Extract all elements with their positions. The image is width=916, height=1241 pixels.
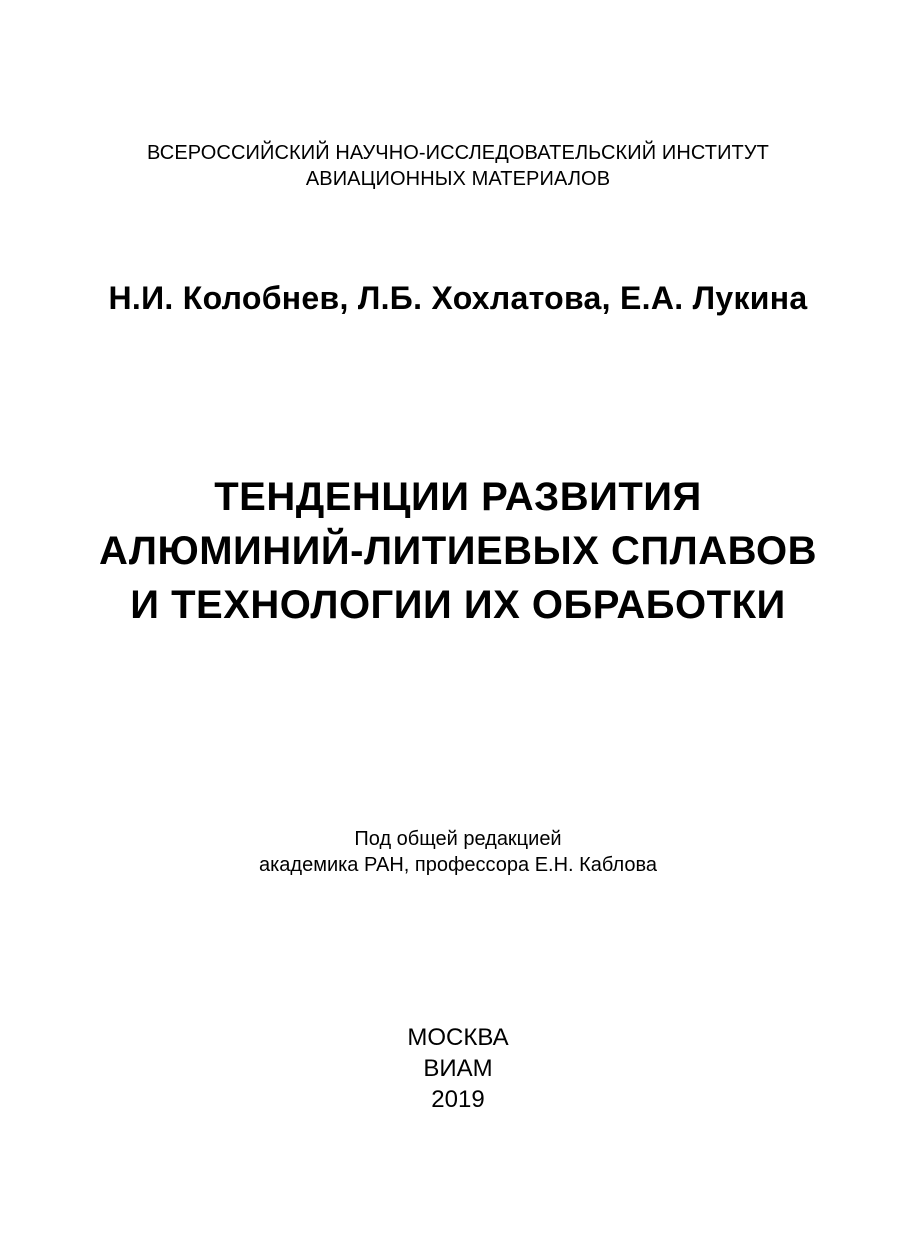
editor-line-1: Под общей редакцией (354, 828, 562, 850)
title-line-1: ТЕНДЕНЦИИ РАЗВИТИЯ (214, 475, 702, 519)
title-line-3: И ТЕХНОЛОГИИ ИХ ОБРАБОТКИ (130, 583, 786, 627)
imprint-publisher: ВИАМ (423, 1055, 493, 1082)
institute-line-1: ВСЕРОССИЙСКИЙ НАУЧНО-ИССЛЕДОВАТЕЛЬСКИЙ ИНСТИТУТ (147, 142, 769, 164)
book-title (0, 470, 916, 632)
imprint-year: 2019 (431, 1086, 485, 1113)
institute-name (0, 140, 916, 192)
title-line-2: АЛЮМИНИЙ-ЛИТИЕВЫХ СПЛАВОВ (99, 529, 817, 573)
editor-line-2: академика РАН, профессора Е.Н. Каблова (258, 854, 658, 876)
authors (0, 278, 916, 318)
institute-line-2: АВИАЦИОННЫХ МАТЕРИАЛОВ (305, 168, 611, 190)
imprint (0, 1022, 916, 1115)
editor-note (0, 826, 916, 878)
imprint-city: МОСКВА (407, 1024, 509, 1051)
authors-line: Н.И. Колобнев, Л.Б. Хохлатова, Е.А. Лукина (108, 280, 808, 316)
